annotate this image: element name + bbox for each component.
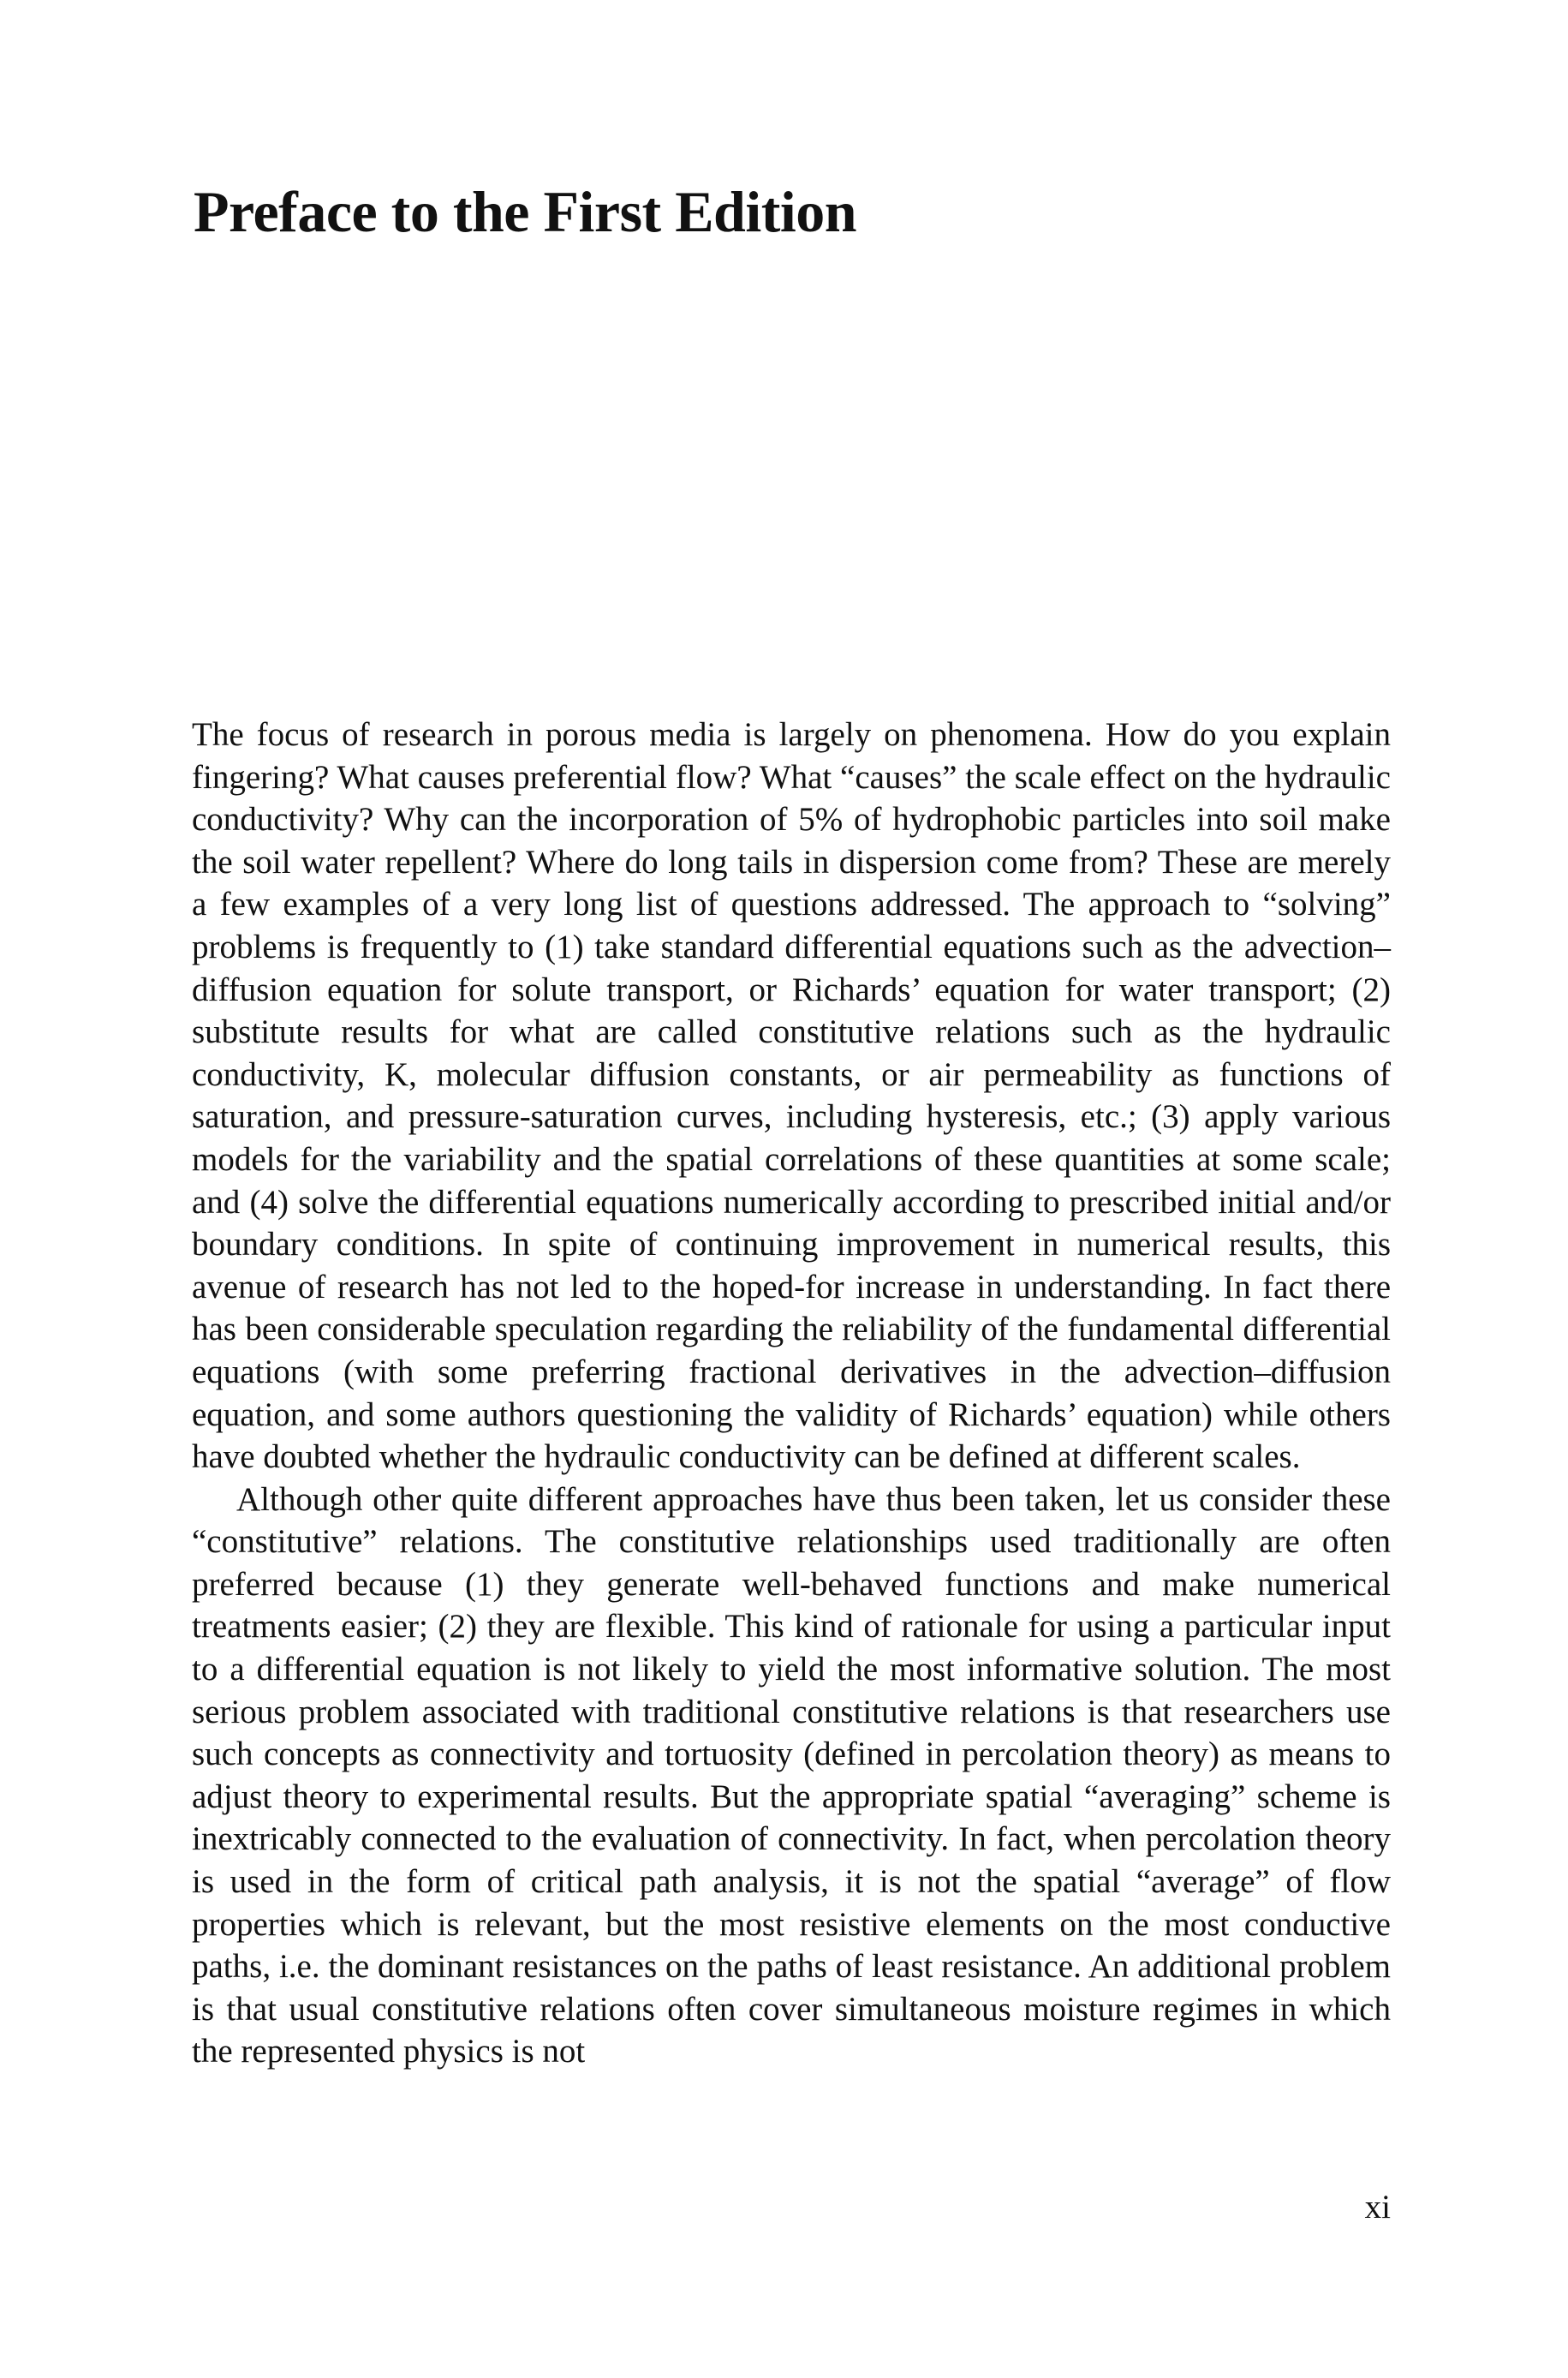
paragraph-2: Although other quite different approaches have thus been taken, let us consider these “constitutive” relations. The constitutive relationships used traditionally are often preferred because (1) they generate well-behaved functions and make numerical treatments easier; (2) they are flexible. This kind of rationale for using a particular input to a differential equation is not likely to yield the most informative solution. The most serious problem associated with traditional constitutive relations is that researchers use such concepts as connectivity and tortuosity (defined in percolation theory) as means to adjust theory to experimental results. But the appropriate spatial “averaging” scheme is inextricably connected to the evaluation of connectivity. In fact, when percolation theory is used in the form of critical path analysis, it is not the spatial “average” of flow properties which is relevant, but the most resistive elements on the most conductive paths, i.e. the dominant resistances on the paths of least resistance. An additional problem is that usual constitutive relations often cover simultaneous moisture regimes in which the represented physics is not [192,1480,1391,2070]
page-number: xi [1364,2189,1391,2226]
body-text [192,714,1391,2073]
chapter-title: Preface to the First Edition [194,179,857,244]
paragraph-1: The focus of research in porous media is largely on phenomena. How do you explain fingering? What causes preferential flow? What “causes” the scale effect on the hydraulic conductivity? Why can the incorporation of 5% of hydrophobic particles into soil make the soil water repellent? Where do long tails in dispersion come from? These are merely a few examples of a very long list of questions addressed. The approach to “solving” problems is frequently to (1) take standard differential equations such as the advection–diffusion equation for solute transport, or Richards’ equation for water transport; (2) substitute results for what are called constitutive relations such as the hydraulic conductivity, K, molecular diffusion constants, or air permeability as functions of saturation, and pressure-saturation curves, including hysteresis, etc.; (3) apply various models for the variability and the spatial correlations of these quantities at some scale; and (4) solve the differential equations numerically according to prescribed initial and/or boundary conditions. In spite of continuing improvement in numerical results, this avenue of research has not led to the hoped-for increase in understanding. In fact there has been considerable speculation regarding the reliability of the fundamental differential equations (with some preferring fractional derivatives in the advection–diffusion equation, and some authors questioning the validity of Richards’ equation) while others have doubted whether the hydraulic conductivity can be defined at different scales. [192,716,1391,1476]
